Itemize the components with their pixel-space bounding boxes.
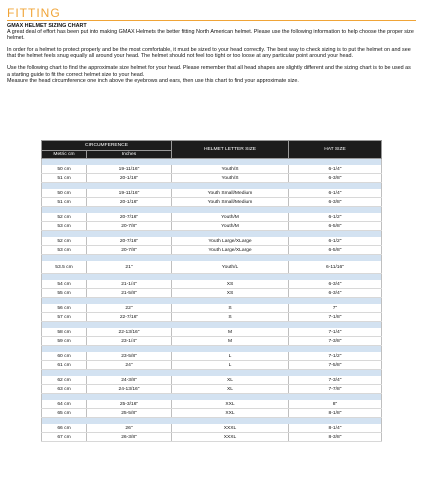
table-row xyxy=(42,400,382,409)
cell-letter-size: S xyxy=(172,313,289,322)
table-row xyxy=(42,337,382,346)
cell-letter-size: M xyxy=(172,328,289,337)
cell-inches: 25-3/16" xyxy=(87,400,172,409)
cell-hat-size: 7-3/4" xyxy=(289,376,382,385)
cell-metric: 58 cm xyxy=(42,328,87,337)
cell-letter-size: XS xyxy=(172,289,289,298)
cell-inches: 23-1/4" xyxy=(87,337,172,346)
cell-hat-size: 8-1/4" xyxy=(289,424,382,433)
table-row xyxy=(42,261,382,274)
cell-hat-size: 8-1/8" xyxy=(289,409,382,418)
table-row xyxy=(42,328,382,337)
cell-letter-size: XL xyxy=(172,376,289,385)
cell-letter-size: Youth/L xyxy=(172,261,289,274)
title-divider xyxy=(7,20,416,21)
table-row xyxy=(42,246,382,255)
cell-hat-size: 6-1/4" xyxy=(289,165,382,174)
intro-paragraph-1: A great deal of effort has been put into making GMAX Helmets the better fitting North American helmet. Please use the following information to help choose the proper size helmet. xyxy=(7,29,414,42)
table-row xyxy=(42,198,382,207)
cell-metric: 64 cm xyxy=(42,400,87,409)
cell-letter-size: S xyxy=(172,304,289,313)
intro-paragraph-3: Use the following chart to find the approximate size helmet for your head. Please remember that all head shapes are slightly different and the sizing chart is to be used as a starting guide to fit the correct helmet size to your head. xyxy=(7,65,411,78)
table-row xyxy=(42,304,382,313)
cell-letter-size: M xyxy=(172,337,289,346)
cell-letter-size: XXXL xyxy=(172,433,289,442)
cell-metric: 61 cm xyxy=(42,361,87,370)
intro-paragraph-2: In order for a helmet to protect properly and be the most comfortable, it must be sized to your head correctly. The best way to check sizing is to put the helmet on and see that the helmet feels snug equally all around your head. The helmet should not feel too tight or too loose at any particular point around your head. xyxy=(7,47,411,60)
cell-inches: 24-13/16" xyxy=(87,385,172,394)
table-row xyxy=(42,352,382,361)
cell-hat-size: 7-5/8" xyxy=(289,361,382,370)
table-row xyxy=(42,409,382,418)
cell-metric: 51 cm xyxy=(42,198,87,207)
intro-text xyxy=(7,23,415,84)
table-row xyxy=(42,213,382,222)
cell-inches: 25-5/8" xyxy=(87,409,172,418)
cell-inches: 20-1/16" xyxy=(87,174,172,183)
cell-letter-size: XL xyxy=(172,385,289,394)
cell-metric: 51 cm xyxy=(42,174,87,183)
cell-metric: 57 cm xyxy=(42,313,87,322)
cell-inches: 22" xyxy=(87,304,172,313)
cell-metric: 60 cm xyxy=(42,352,87,361)
cell-metric: 63 cm xyxy=(42,385,87,394)
cell-metric: 59 cm xyxy=(42,337,87,346)
cell-metric: 50 cm xyxy=(42,189,87,198)
table-row xyxy=(42,433,382,442)
cell-metric: 53.5 cm xyxy=(42,261,87,274)
table-row xyxy=(42,174,382,183)
chart-heading: GMAX HELMET SIZING CHART xyxy=(7,23,87,29)
cell-inches: 22-7/16" xyxy=(87,313,172,322)
table-row xyxy=(42,313,382,322)
cell-hat-size: 7-1/2" xyxy=(289,352,382,361)
cell-metric: 56 cm xyxy=(42,304,87,313)
table-row xyxy=(42,165,382,174)
table-body xyxy=(42,159,382,442)
cell-inches: 19-11/16" xyxy=(87,165,172,174)
cell-hat-size: 7" xyxy=(289,304,382,313)
header-inches: Inches xyxy=(87,151,172,159)
cell-hat-size: 6-1/2" xyxy=(289,237,382,246)
table-row xyxy=(42,361,382,370)
cell-metric: 66 cm xyxy=(42,424,87,433)
cell-letter-size: Youth Large/XLarge xyxy=(172,246,289,255)
cell-hat-size: 6-3/8" xyxy=(289,198,382,207)
table-row xyxy=(42,222,382,231)
intro-paragraph-4: Measure the head circumference one inch above the eyebrows and ears, then use this chart to find your approximate size. xyxy=(7,77,299,84)
cell-letter-size: Youth/M xyxy=(172,213,289,222)
cell-inches: 21-5/8" xyxy=(87,289,172,298)
cell-metric: 53 cm xyxy=(42,246,87,255)
cell-inches: 20-7/16" xyxy=(87,237,172,246)
cell-inches: 22-13/16" xyxy=(87,328,172,337)
cell-hat-size: 6-3/4" xyxy=(289,289,382,298)
cell-metric: 67 cm xyxy=(42,433,87,442)
cell-inches: 23-5/8" xyxy=(87,352,172,361)
cell-letter-size: Youth/S xyxy=(172,165,289,174)
cell-letter-size: XXL xyxy=(172,409,289,418)
table-row xyxy=(42,376,382,385)
cell-metric: 54 cm xyxy=(42,280,87,289)
cell-hat-size: 6-11/16" xyxy=(289,261,382,274)
header-letter-size: HELMET LETTER SIZE xyxy=(172,141,289,159)
cell-inches: 21" xyxy=(87,261,172,274)
cell-letter-size: XXXL xyxy=(172,424,289,433)
cell-hat-size: 6-3/4" xyxy=(289,280,382,289)
cell-letter-size: L xyxy=(172,352,289,361)
page-title: FITTING xyxy=(7,6,61,20)
cell-letter-size: Youth Large/XLarge xyxy=(172,237,289,246)
header-hat-size: HAT SIZE xyxy=(289,141,382,159)
cell-hat-size: 7-7/8" xyxy=(289,385,382,394)
header-circumference: CIRCUMFERENCE xyxy=(42,141,172,151)
cell-inches: 26" xyxy=(87,424,172,433)
cell-inches: 20-1/16" xyxy=(87,198,172,207)
table-row xyxy=(42,237,382,246)
cell-letter-size: Youth Small/Medium xyxy=(172,189,289,198)
header-metric: Metric cm xyxy=(42,151,87,159)
cell-letter-size: Youth/M xyxy=(172,222,289,231)
table-row xyxy=(42,424,382,433)
table-row xyxy=(42,289,382,298)
cell-letter-size: XS xyxy=(172,280,289,289)
cell-hat-size: 6-1/4" xyxy=(289,189,382,198)
table-row xyxy=(42,280,382,289)
cell-hat-size: 6-1/2" xyxy=(289,213,382,222)
cell-hat-size: 6-5/8" xyxy=(289,246,382,255)
cell-inches: 26-3/8" xyxy=(87,433,172,442)
cell-hat-size: 7-1/4" xyxy=(289,328,382,337)
cell-inches: 20-7/8" xyxy=(87,222,172,231)
cell-metric: 62 cm xyxy=(42,376,87,385)
cell-metric: 53 cm xyxy=(42,222,87,231)
cell-letter-size: Youth/S xyxy=(172,174,289,183)
table-row xyxy=(42,385,382,394)
table-row xyxy=(42,189,382,198)
cell-hat-size: 6-3/8" xyxy=(289,174,382,183)
cell-letter-size: Youth Small/Medium xyxy=(172,198,289,207)
cell-metric: 50 cm xyxy=(42,165,87,174)
cell-hat-size: 7-3/8" xyxy=(289,337,382,346)
cell-hat-size: 8-3/8" xyxy=(289,433,382,442)
cell-letter-size: L xyxy=(172,361,289,370)
cell-inches: 19-11/16" xyxy=(87,189,172,198)
cell-letter-size: XXL xyxy=(172,400,289,409)
sizing-table xyxy=(41,140,382,442)
cell-inches: 21-1/4" xyxy=(87,280,172,289)
cell-hat-size: 6-5/8" xyxy=(289,222,382,231)
cell-inches: 24" xyxy=(87,361,172,370)
cell-inches: 20-7/16" xyxy=(87,213,172,222)
cell-hat-size: 8" xyxy=(289,400,382,409)
cell-hat-size: 7-1/8" xyxy=(289,313,382,322)
cell-metric: 52 cm xyxy=(42,213,87,222)
cell-metric: 55 cm xyxy=(42,289,87,298)
cell-inches: 24-3/8" xyxy=(87,376,172,385)
cell-inches: 20-7/8" xyxy=(87,246,172,255)
cell-metric: 65 cm xyxy=(42,409,87,418)
cell-metric: 52 cm xyxy=(42,237,87,246)
